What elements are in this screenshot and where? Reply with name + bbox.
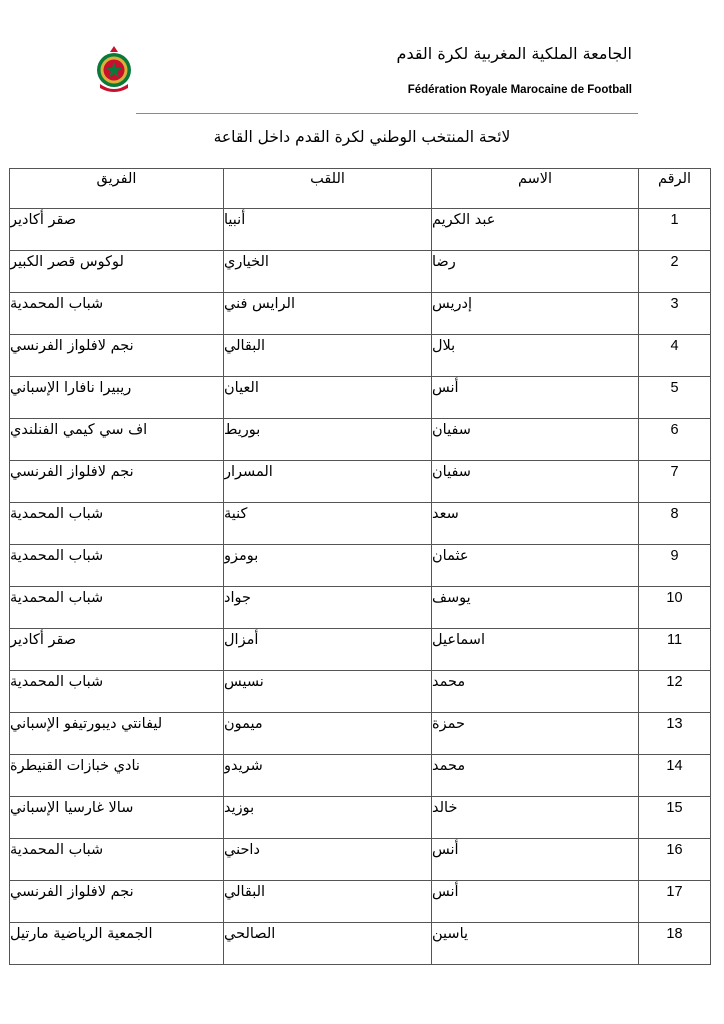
table-row	[10, 293, 711, 335]
player-team: شباب المحمدية	[10, 293, 224, 335]
table-row	[10, 503, 711, 545]
player-name: عبد الكريم	[432, 209, 639, 251]
player-team: صقر أكادير	[10, 209, 224, 251]
table-row	[10, 881, 711, 923]
player-nickname: كنية	[224, 503, 432, 545]
player-nickname: العيان	[224, 377, 432, 419]
player-number: 12	[639, 671, 711, 713]
roster-table	[9, 168, 711, 965]
player-team: اف سي كيمي الفنلندي	[10, 419, 224, 461]
player-nickname: بوزيد	[224, 797, 432, 839]
table-row	[10, 209, 711, 251]
player-number: 1	[639, 209, 711, 251]
player-number: 6	[639, 419, 711, 461]
player-nickname: البقالي	[224, 881, 432, 923]
player-name: اسماعيل	[432, 629, 639, 671]
player-team: الجمعية الرياضية مارتيل	[10, 923, 224, 965]
federation-name-french: Fédération Royale Marocaine de Football	[407, 84, 632, 96]
player-nickname: البقالي	[224, 335, 432, 377]
table-row	[10, 419, 711, 461]
player-number: 9	[639, 545, 711, 587]
player-name: ياسين	[432, 923, 639, 965]
table-row	[10, 251, 711, 293]
player-name: سعد	[432, 503, 639, 545]
player-team: ريبيرا نافارا الإسباني	[10, 377, 224, 419]
player-name: إدريس	[432, 293, 639, 335]
player-number: 13	[639, 713, 711, 755]
table-row	[10, 923, 711, 965]
player-team: شباب المحمدية	[10, 503, 224, 545]
table-row	[10, 839, 711, 881]
player-nickname: بومزو	[224, 545, 432, 587]
header-nickname: اللقب	[224, 169, 432, 209]
player-name: رضا	[432, 251, 639, 293]
table-row	[10, 587, 711, 629]
player-name: أنس	[432, 377, 639, 419]
table-row	[10, 713, 711, 755]
table-row	[10, 545, 711, 587]
player-name: حمزة	[432, 713, 639, 755]
player-number: 8	[639, 503, 711, 545]
table-row	[10, 461, 711, 503]
player-team: ليفانتي ديبورتيفو الإسباني	[10, 713, 224, 755]
player-team: شباب المحمدية	[10, 671, 224, 713]
header-number: الرقم	[639, 169, 711, 209]
player-team: نجم لافلواز الفرنسي	[10, 461, 224, 503]
player-name: خالد	[432, 797, 639, 839]
player-name: أنس	[432, 839, 639, 881]
player-nickname: أمزال	[224, 629, 432, 671]
player-team: لوكوس قصر الكبير	[10, 251, 224, 293]
frmf-crest-icon	[92, 44, 136, 96]
player-nickname: جواد	[224, 587, 432, 629]
player-name: سفيان	[432, 461, 639, 503]
player-number: 3	[639, 293, 711, 335]
header-name: الاسم	[432, 169, 639, 209]
player-number: 16	[639, 839, 711, 881]
table-row	[10, 797, 711, 839]
player-nickname: بوريط	[224, 419, 432, 461]
player-nickname: نسيس	[224, 671, 432, 713]
player-number: 4	[639, 335, 711, 377]
player-team: شباب المحمدية	[10, 587, 224, 629]
player-team: نادي خبازات القنيطرة	[10, 755, 224, 797]
document-title: لائحة المنتخب الوطني لكرة القدم داخل القاعة	[213, 128, 511, 146]
table-row	[10, 377, 711, 419]
player-number: 5	[639, 377, 711, 419]
player-name: أنس	[432, 881, 639, 923]
table-row	[10, 755, 711, 797]
player-nickname: المسرار	[224, 461, 432, 503]
player-name: يوسف	[432, 587, 639, 629]
player-name: بلال	[432, 335, 639, 377]
header-divider	[136, 113, 638, 114]
player-nickname: ميمون	[224, 713, 432, 755]
federation-name-arabic: الجامعة الملكية المغربية لكرة القدم	[396, 44, 632, 63]
player-number: 14	[639, 755, 711, 797]
player-team: نجم لافلواز الفرنسي	[10, 335, 224, 377]
player-team: شباب المحمدية	[10, 545, 224, 587]
header-team: الفريق	[10, 169, 224, 209]
player-number: 15	[639, 797, 711, 839]
player-team: سالا غارسيا الإسباني	[10, 797, 224, 839]
table-row	[10, 629, 711, 671]
player-team: نجم لافلواز الفرنسي	[10, 881, 224, 923]
table-row	[10, 671, 711, 713]
player-name: محمد	[432, 671, 639, 713]
player-number: 10	[639, 587, 711, 629]
player-nickname: الخياري	[224, 251, 432, 293]
player-number: 18	[639, 923, 711, 965]
player-number: 17	[639, 881, 711, 923]
player-nickname: الصالحي	[224, 923, 432, 965]
player-nickname: أنبيا	[224, 209, 432, 251]
player-team: شباب المحمدية	[10, 839, 224, 881]
player-team: صقر أكادير	[10, 629, 224, 671]
player-nickname: داحني	[224, 839, 432, 881]
player-number: 11	[639, 629, 711, 671]
player-number: 2	[639, 251, 711, 293]
player-nickname: الرايس فني	[224, 293, 432, 335]
table-header-row	[10, 169, 711, 209]
player-name: سفيان	[432, 419, 639, 461]
player-nickname: شريدو	[224, 755, 432, 797]
table-row	[10, 335, 711, 377]
player-number: 7	[639, 461, 711, 503]
player-name: عثمان	[432, 545, 639, 587]
player-name: محمد	[432, 755, 639, 797]
